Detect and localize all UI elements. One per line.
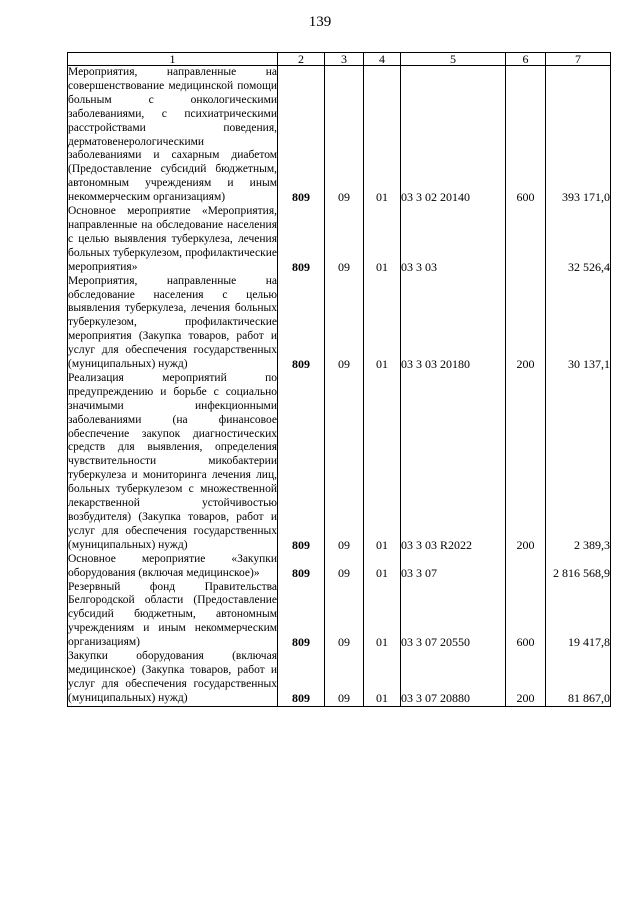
row-ministry-code: 809 xyxy=(278,581,325,651)
row-subsection: 01 xyxy=(364,275,401,372)
header-col-6: 6 xyxy=(506,53,546,66)
header-col-5: 5 xyxy=(401,53,506,66)
table-row xyxy=(68,650,611,706)
row-subsection: 01 xyxy=(364,553,401,581)
row-name: Закупки оборудования (включая медицинское) (Закупка товаров, работ и услуг для обеспечения государственных (муниципальных) нужд) xyxy=(68,650,278,706)
row-expense-type: 200 xyxy=(506,372,546,553)
row-expense-type xyxy=(506,205,546,275)
row-subsection: 01 xyxy=(364,581,401,651)
row-section: 09 xyxy=(325,581,364,651)
row-name: Резервный фонд Правительства Белгородской области (Предоставление субсидий бюджетным, автономным учреждениям и иным некоммерческим организациям) xyxy=(68,580,277,649)
row-name: Реализация мероприятий по предупреждению и борьбе с социально значимыми инфекционными заболеваниями (на финансовое обеспечение закупок диагностических средств для выявления, определения чувствительности микобактерии туберкулеза и мониторинга лечения лиц, больных туберкулезом с множественной лекарственной устойчивостью возбудителя) (Закупка товаров, работ и услуг для обеспечения государственных (муниципальных) нужд) xyxy=(68,371,277,551)
row-subsection: 01 xyxy=(364,66,401,206)
row-section: 09 xyxy=(325,650,364,706)
row-amount: 19 417,8 xyxy=(546,581,611,651)
row-subsection: 01 xyxy=(364,372,401,553)
row-expense-type: 600 xyxy=(506,66,546,206)
row-ministry-code: 809 xyxy=(278,205,325,275)
table-row xyxy=(68,372,611,553)
row-amount: 393 171,0 xyxy=(546,66,611,206)
row-section: 09 xyxy=(325,275,364,372)
row-section: 09 xyxy=(325,66,364,206)
header-col-3: 3 xyxy=(325,53,364,66)
row-expense-type xyxy=(506,553,546,581)
row-amount: 32 526,4 xyxy=(546,205,611,275)
row-amount: 2 816 568,9 xyxy=(546,553,611,581)
row-target-article: 03 3 07 20880 xyxy=(401,650,506,706)
header-row xyxy=(68,53,611,66)
row-section: 09 xyxy=(325,205,364,275)
row-expense-type: 200 xyxy=(506,650,546,706)
row-subsection: 01 xyxy=(364,205,401,275)
row-ministry-code: 809 xyxy=(278,372,325,553)
table-row xyxy=(68,275,611,372)
row-target-article: 03 3 07 xyxy=(401,553,506,581)
budget-table xyxy=(67,52,611,707)
row-expense-type: 200 xyxy=(506,275,546,372)
row-subsection: 01 xyxy=(364,650,401,706)
row-amount: 2 389,3 xyxy=(546,372,611,553)
row-section: 09 xyxy=(325,372,364,553)
row-ministry-code: 809 xyxy=(278,275,325,372)
row-target-article: 03 3 03 R2022 xyxy=(401,372,506,553)
row-ministry-code: 809 xyxy=(278,553,325,581)
row-ministry-code: 809 xyxy=(278,66,325,206)
page-number: 139 xyxy=(308,14,332,30)
row-target-article: 03 3 07 20550 xyxy=(401,581,506,651)
row-amount: 30 137,1 xyxy=(546,275,611,372)
table-row xyxy=(68,553,611,581)
row-ministry-code: 809 xyxy=(278,650,325,706)
row-name: Мероприятия, направленные на совершенствование медицинской помощи больным с онкологическими заболеваниями, с психиатрическими расстройствами поведения, дерматовенерологическими заболеваниями и сахарным диабетом (Предоставление субсидий бюджетным, автономным учреждениям и иным некоммерческим организациям) xyxy=(68,66,277,204)
header-col-4: 4 xyxy=(364,53,401,66)
row-name: Основное мероприятие «Закупки оборудования (включая медицинское)» xyxy=(68,552,277,579)
row-name: Мероприятия, направленные на обследование населения с целью выявления туберкулеза, лечения больных туберкулезом, профилактические мероприятия (Закупка товаров, работ и услуг для обеспечения государственных (муниципальных) нужд) xyxy=(68,274,277,371)
header-col-1: 1 xyxy=(68,53,278,66)
table-row xyxy=(68,205,611,275)
row-amount: 81 867,0 xyxy=(546,650,611,706)
row-expense-type: 600 xyxy=(506,581,546,651)
row-target-article: 03 3 03 xyxy=(401,205,506,275)
table-row xyxy=(68,66,611,206)
header-col-7: 7 xyxy=(546,53,611,66)
row-section: 09 xyxy=(325,553,364,581)
row-name: Основное мероприятие «Мероприятия, направленные на обследование населения с целью выявления туберкулеза, лечения больных туберкулезом, профилактические мероприятия» xyxy=(68,205,277,273)
row-target-article: 03 3 02 20140 xyxy=(401,66,506,206)
header-col-2: 2 xyxy=(278,53,325,66)
row-target-article: 03 3 03 20180 xyxy=(401,275,506,372)
table-row xyxy=(68,581,611,651)
